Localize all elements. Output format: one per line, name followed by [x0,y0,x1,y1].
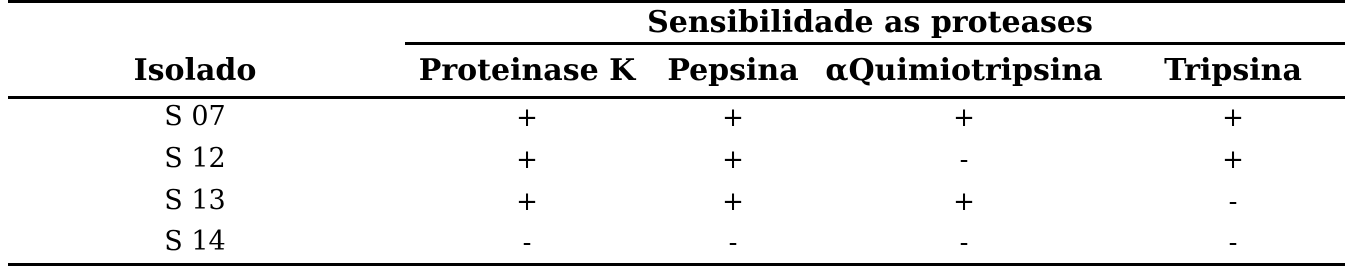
bottom-rule [8,263,1345,266]
group-header: Sensibilidade as proteases [647,5,1093,40]
pepsina-cell: + [722,187,744,217]
pepsina-cell: + [722,145,744,175]
tripsina-cell: + [1222,145,1244,175]
row-header-isolado: Isolado [133,53,257,88]
isolate-cell: S 07 [164,101,226,132]
column-header-tripsina: Tripsina [1164,53,1302,88]
proteinase-k-cell: - [522,228,532,258]
proteinase-k-cell: + [516,145,538,175]
pepsina-cell: + [722,103,744,133]
tripsina-cell: - [1228,187,1238,217]
group-header-rule [405,42,1345,45]
isolate-cell: S 13 [164,185,226,216]
tripsina-cell: + [1222,103,1244,133]
proteinase-k-cell: + [516,103,538,133]
alpha-quimiotripsina-cell: - [959,228,969,258]
isolate-cell: S 12 [164,143,226,174]
column-header-pepsina: Pepsina [667,53,799,88]
tripsina-cell: - [1228,228,1238,258]
proteinase-k-cell: + [516,187,538,217]
column-header-alpha-quimiotripsina: αQuimiotripsina [825,53,1103,88]
column-header-proteinase-k: Proteinase K [418,53,636,88]
alpha-quimiotripsina-cell: + [953,187,975,217]
pepsina-cell: - [728,228,738,258]
isolate-cell: S 14 [164,226,226,257]
top-rule [8,0,1345,3]
header-rule [8,96,1345,99]
alpha-quimiotripsina-cell: + [953,103,975,133]
alpha-quimiotripsina-cell: - [959,145,969,175]
